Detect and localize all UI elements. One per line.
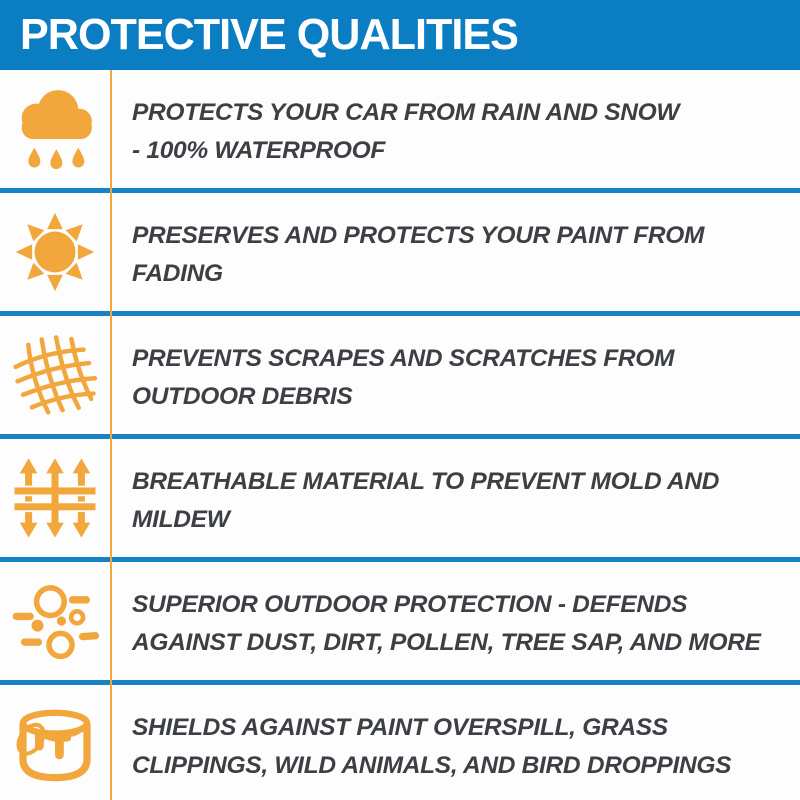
feature-row — [0, 680, 800, 800]
paint-bucket-icon — [11, 698, 99, 790]
vertical-divider — [110, 70, 112, 800]
feature-text-line: SUPERIOR OUTDOOR PROTECTION - DEFENDS — [132, 591, 688, 618]
feature-text — [110, 211, 800, 293]
rain-cloud-icon — [9, 84, 102, 174]
icon-slot — [0, 70, 110, 188]
feature-text — [110, 334, 800, 416]
page-title: PROTECTIVE QUALITIES — [20, 10, 518, 59]
feature-row — [0, 557, 800, 680]
feature-text-line: OUTDOOR DEBRIS — [132, 383, 353, 410]
icon-slot — [0, 316, 110, 434]
feature-text — [110, 457, 800, 539]
sun-icon — [10, 207, 100, 297]
feature-text — [110, 580, 800, 662]
feature-text-line: FADING — [132, 260, 223, 287]
header-bar — [0, 0, 800, 70]
feature-list — [0, 70, 800, 800]
feature-text-line: MILDEW — [132, 506, 230, 533]
feature-text-line: PREVENTS SCRAPES AND SCRATCHES FROM — [132, 345, 675, 372]
icon-slot — [0, 439, 110, 557]
feature-text-line: SHIELDS AGAINST PAINT OVERSPILL, GRASS — [132, 714, 668, 741]
feature-text-line: AGAINST DUST, DIRT, POLLEN, TREE SAP, AND MORE — [132, 629, 761, 656]
feature-text-line: BREATHABLE MATERIAL TO PREVENT MOLD AND — [132, 468, 720, 495]
feature-row — [0, 70, 800, 188]
icon-slot — [0, 193, 110, 311]
icon-slot — [0, 562, 110, 680]
feature-text-line: CLIPPINGS, WILD ANIMALS, AND BIRD DROPPINGS — [132, 752, 732, 779]
dust-particles-icon — [9, 575, 101, 667]
feature-text — [110, 88, 800, 170]
feature-row — [0, 311, 800, 434]
feature-text-line: PRESERVES AND PROTECTS YOUR PAINT FROM — [132, 222, 705, 249]
breathable-arrows-icon — [11, 454, 99, 542]
net-icon — [10, 330, 100, 420]
feature-row — [0, 188, 800, 311]
icon-slot — [0, 685, 110, 800]
feature-row — [0, 434, 800, 557]
feature-text-line: - 100% WATERPROOF — [132, 137, 386, 164]
feature-text — [110, 703, 800, 785]
feature-text-line: PROTECTS YOUR CAR FROM RAIN AND SNOW — [132, 99, 680, 126]
